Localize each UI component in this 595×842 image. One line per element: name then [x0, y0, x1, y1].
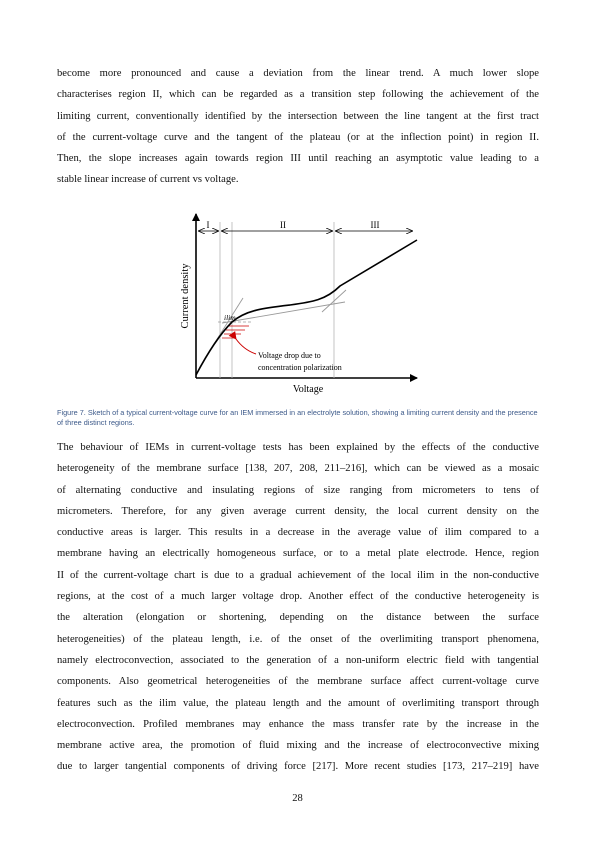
- annotation-text: concentration polarization: [258, 363, 342, 372]
- text-line: heterogeneities) of the plateau length, i.e. of the onset of the overlimiting transport phenomena,: [57, 633, 539, 645]
- text-line: regions, at the cost of a much larger voltage drop. Another effect of the conductive heterogeneity is: [57, 591, 539, 603]
- text-line: Then, the slope increases again towards region III until reaching an asymptotic value leading to a: [57, 153, 539, 165]
- text-line: limiting current, conventionally identified by the intersection between the line tangent at the first tract: [57, 110, 539, 122]
- annotation-text: Voltage drop due to: [258, 351, 321, 360]
- text-line: The behaviour of IEMs in current-voltage tests has been explained by the effects of the conductive: [57, 442, 539, 453]
- text-line: namely electroconvection, associated to the generation of a non-uniform electric field with tangential: [57, 654, 539, 666]
- y-axis-label: Current density: [180, 263, 191, 329]
- text-line: membrane active area, the promotion of fluid mixing and the increase of electroconvective mixing: [57, 740, 539, 752]
- text-line: heterogeneity of the membrane surface [138, 207, 208, 211–216], which can be viewed as a mosaic: [57, 463, 539, 475]
- page-number: 28: [292, 793, 303, 804]
- text-line: electroconvection. Profiled membranes may enhance the mass transfer rate by the increase in the: [57, 718, 539, 730]
- region-label-ii: II: [280, 220, 286, 230]
- text-line: become more pronounced and cause a deviation from the linear trend. A much lower slope: [57, 68, 539, 79]
- text-line: features such as the ilim value, the plateau length and the amount of overlimiting transport through: [57, 697, 539, 709]
- x-axis-label: Voltage: [292, 384, 324, 395]
- ilim-label: ilim: [224, 313, 236, 322]
- text-line: stable linear increase of current vs voltage.: [57, 174, 239, 186]
- figure-caption: Figure 7. Sketch of a typical current-voltage curve for an IEM immersed in an electrolyte solution, showing a limiting current density and the presence of three distinct regions.: [57, 408, 538, 427]
- text-line: characterises region II, which can be regarded as a transition step following the achievement of the: [57, 89, 539, 101]
- text-line: conductive areas is larger. This results in a decrease in the average value of ilim compared to a: [57, 527, 539, 539]
- text-line: the alteration (elongation or shortening, depending on the distance between the surface: [57, 612, 539, 624]
- text-line: of alternating conductive and insulating regions of size ranging from micrometers to tens of: [57, 484, 539, 496]
- annotation-arrow: [236, 339, 256, 354]
- text-line: due to larger tangential components of driving force [217]. More recent studies [173, 217–219] have: [57, 761, 539, 773]
- region-label-i: I: [206, 220, 210, 230]
- text-line: membrane having an electrically homogeneous surface, or to a metal plate electrode. Hence, region: [57, 548, 539, 560]
- region-label-iii: III: [370, 220, 380, 230]
- text-line: components. Also geometrical heterogeneities of the membrane surface affect current-voltage curve: [57, 676, 539, 688]
- paragraph-bottom: [57, 440, 539, 781]
- text-line: of the current-voltage curve and the tangent of the plateau (or at the inflection point) in region II.: [57, 131, 539, 143]
- text-line: II of the current-voltage chart is due to a gradual achievement of the local ilim in the non-conductive: [57, 569, 539, 581]
- text-line: micrometers. Therefore, for any given average current density, the local current density on the: [57, 505, 539, 517]
